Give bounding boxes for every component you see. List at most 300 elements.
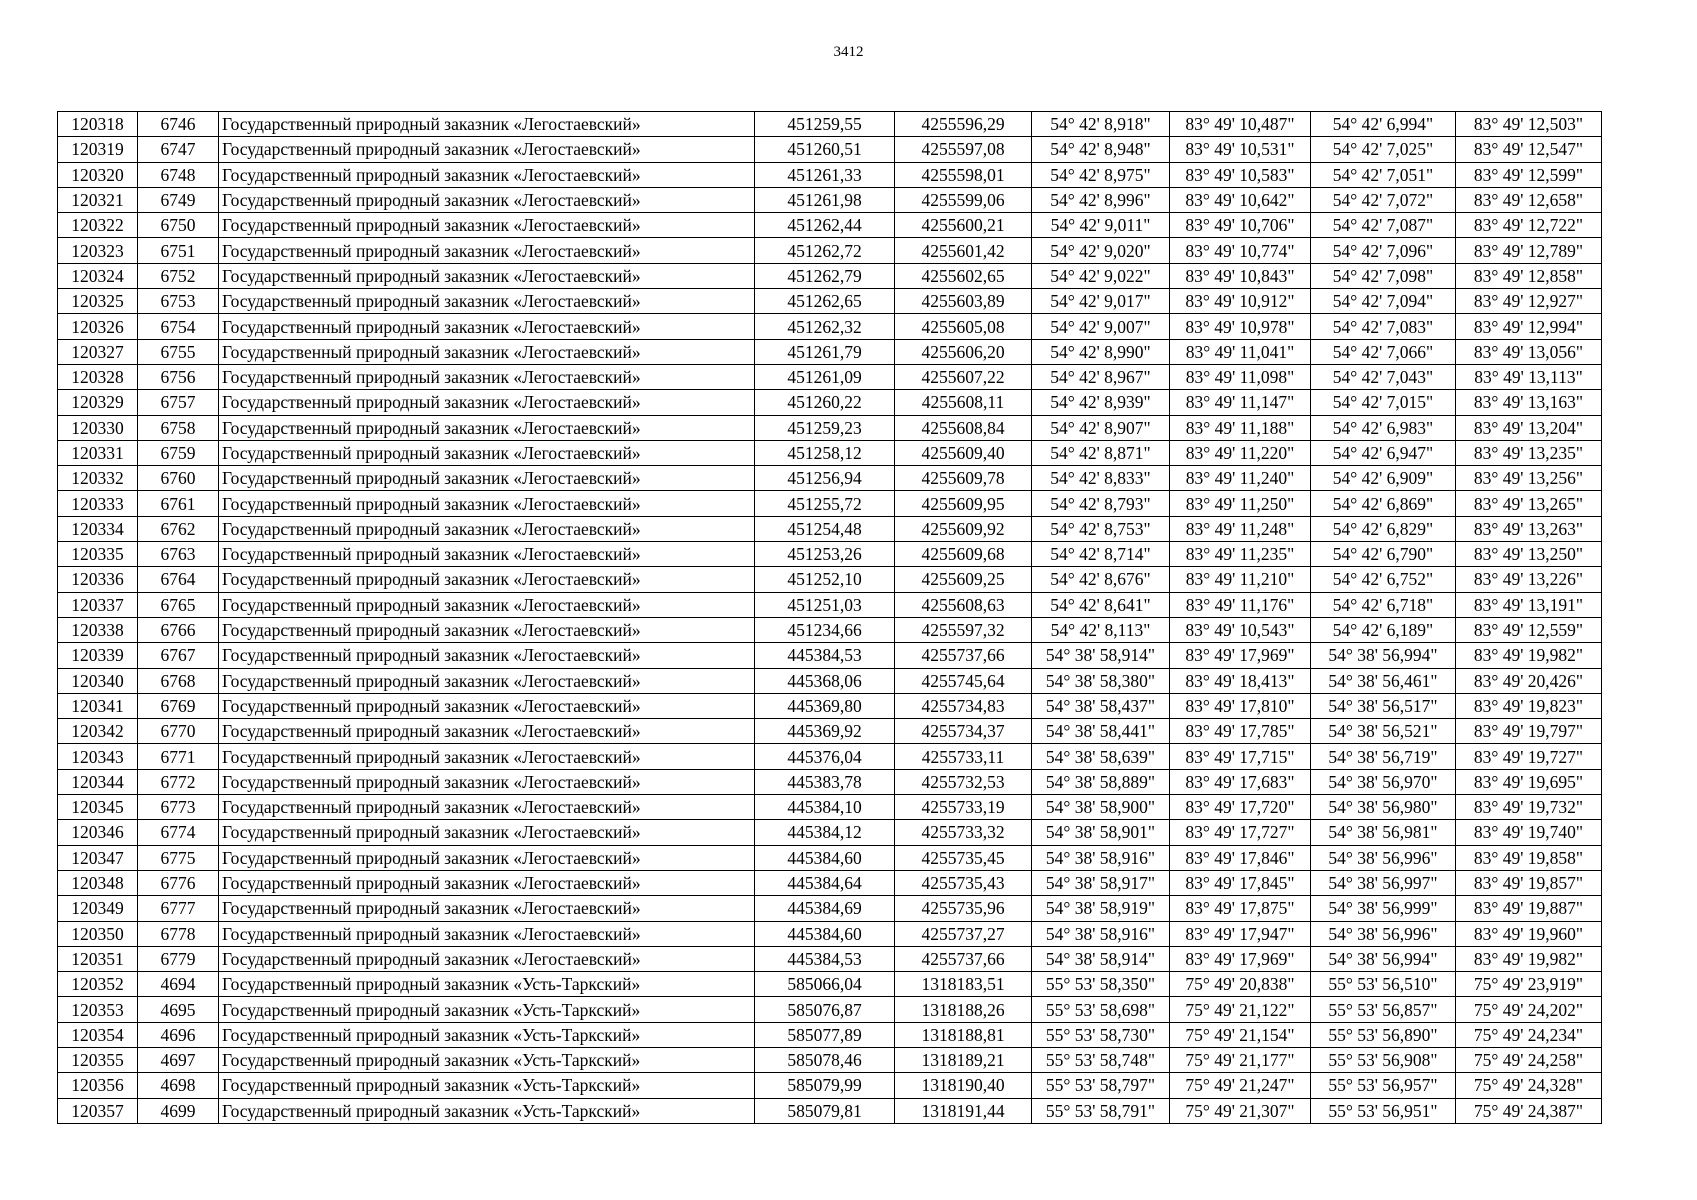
y-coordinate-cell: 4255605,08 <box>895 314 1032 339</box>
longitude-cell: 83° 49' 11,210" <box>1170 567 1311 592</box>
latitude-2-cell: 54° 42' 6,790" <box>1311 542 1456 567</box>
table-row <box>58 137 1602 162</box>
reserve-name-cell: Государственный природный заказник «Легостаевский» <box>219 314 755 339</box>
x-coordinate-cell: 445384,53 <box>755 643 895 668</box>
reserve-name-cell: Государственный природный заказник «Легостаевский» <box>219 491 755 516</box>
y-coordinate-cell: 4255603,89 <box>895 289 1032 314</box>
x-coordinate-cell: 451261,98 <box>755 187 895 212</box>
table-row <box>58 921 1602 946</box>
latitude-cell: 54° 38' 58,919" <box>1032 896 1170 921</box>
x-coordinate-cell: 451262,32 <box>755 314 895 339</box>
point-number-cell: 6770 <box>138 719 219 744</box>
point-number-cell: 6761 <box>138 491 219 516</box>
x-coordinate-cell: 451252,10 <box>755 567 895 592</box>
y-coordinate-cell: 4255608,84 <box>895 415 1032 440</box>
latitude-cell: 54° 42' 8,939" <box>1032 390 1170 415</box>
longitude-cell: 83° 49' 17,727" <box>1170 820 1311 845</box>
latitude-2-cell: 54° 38' 56,980" <box>1311 795 1456 820</box>
point-number-cell: 6755 <box>138 339 219 364</box>
x-coordinate-cell: 445384,60 <box>755 845 895 870</box>
latitude-2-cell: 55° 53' 56,957" <box>1311 1073 1456 1098</box>
y-coordinate-cell: 4255737,66 <box>895 946 1032 971</box>
latitude-cell: 55° 53' 58,730" <box>1032 1022 1170 1047</box>
longitude-2-cell: 83° 49' 13,265" <box>1456 491 1602 516</box>
row-number-cell: 120323 <box>58 238 138 263</box>
latitude-2-cell: 54° 38' 56,994" <box>1311 946 1456 971</box>
longitude-2-cell: 83° 49' 19,982" <box>1456 946 1602 971</box>
row-number-cell: 120353 <box>58 997 138 1022</box>
reserve-name-cell: Государственный природный заказник «Легостаевский» <box>219 795 755 820</box>
reserve-name-cell: Государственный природный заказник «Легостаевский» <box>219 415 755 440</box>
y-coordinate-cell: 4255609,78 <box>895 466 1032 491</box>
y-coordinate-cell: 4255608,11 <box>895 390 1032 415</box>
longitude-2-cell: 83° 49' 19,857" <box>1456 870 1602 895</box>
y-coordinate-cell: 1318188,81 <box>895 1022 1032 1047</box>
x-coordinate-cell: 451254,48 <box>755 516 895 541</box>
x-coordinate-cell: 445369,80 <box>755 693 895 718</box>
reserve-name-cell: Государственный природный заказник «Усть-Таркский» <box>219 1073 755 1098</box>
longitude-2-cell: 83° 49' 12,559" <box>1456 617 1602 642</box>
latitude-cell: 54° 42' 8,907" <box>1032 415 1170 440</box>
reserve-name-cell: Государственный природный заказник «Легостаевский» <box>219 289 755 314</box>
reserve-name-cell: Государственный природный заказник «Легостаевский» <box>219 162 755 187</box>
longitude-cell: 83° 49' 11,250" <box>1170 491 1311 516</box>
x-coordinate-cell: 585066,04 <box>755 972 895 997</box>
row-number-cell: 120321 <box>58 187 138 212</box>
table-row <box>58 693 1602 718</box>
longitude-2-cell: 75° 49' 24,202" <box>1456 997 1602 1022</box>
longitude-cell: 75° 49' 21,122" <box>1170 997 1311 1022</box>
table-row <box>58 542 1602 567</box>
latitude-cell: 54° 38' 58,437" <box>1032 693 1170 718</box>
table-row <box>58 946 1602 971</box>
longitude-cell: 83° 49' 10,531" <box>1170 137 1311 162</box>
point-number-cell: 6776 <box>138 870 219 895</box>
latitude-cell: 55° 53' 58,797" <box>1032 1073 1170 1098</box>
latitude-cell: 54° 42' 9,017" <box>1032 289 1170 314</box>
table-row <box>58 769 1602 794</box>
longitude-cell: 83° 49' 10,978" <box>1170 314 1311 339</box>
longitude-2-cell: 83° 49' 12,789" <box>1456 238 1602 263</box>
point-number-cell: 6759 <box>138 440 219 465</box>
longitude-cell: 83° 49' 11,188" <box>1170 415 1311 440</box>
row-number-cell: 120348 <box>58 870 138 895</box>
longitude-cell: 83° 49' 17,785" <box>1170 719 1311 744</box>
table-row <box>58 238 1602 263</box>
latitude-cell: 54° 38' 58,900" <box>1032 795 1170 820</box>
y-coordinate-cell: 4255733,11 <box>895 744 1032 769</box>
table-row <box>58 592 1602 617</box>
longitude-2-cell: 83° 49' 13,263" <box>1456 516 1602 541</box>
longitude-cell: 75° 49' 20,838" <box>1170 972 1311 997</box>
longitude-2-cell: 83° 49' 19,858" <box>1456 845 1602 870</box>
point-number-cell: 6746 <box>138 112 219 137</box>
x-coordinate-cell: 451261,33 <box>755 162 895 187</box>
x-coordinate-cell: 445369,92 <box>755 719 895 744</box>
latitude-2-cell: 54° 42' 6,994" <box>1311 112 1456 137</box>
longitude-cell: 83° 49' 17,683" <box>1170 769 1311 794</box>
y-coordinate-cell: 4255609,40 <box>895 440 1032 465</box>
table-row <box>58 516 1602 541</box>
latitude-cell: 54° 38' 58,916" <box>1032 845 1170 870</box>
reserve-name-cell: Государственный природный заказник «Легостаевский» <box>219 263 755 288</box>
point-number-cell: 6768 <box>138 668 219 693</box>
point-number-cell: 6751 <box>138 238 219 263</box>
table-row <box>58 112 1602 137</box>
longitude-2-cell: 83° 49' 19,960" <box>1456 921 1602 946</box>
row-number-cell: 120352 <box>58 972 138 997</box>
latitude-2-cell: 54° 42' 6,947" <box>1311 440 1456 465</box>
table-row <box>58 997 1602 1022</box>
row-number-cell: 120319 <box>58 137 138 162</box>
x-coordinate-cell: 451260,22 <box>755 390 895 415</box>
latitude-cell: 55° 53' 58,791" <box>1032 1098 1170 1123</box>
point-number-cell: 4698 <box>138 1073 219 1098</box>
longitude-2-cell: 83° 49' 19,740" <box>1456 820 1602 845</box>
reserve-name-cell: Государственный природный заказник «Легостаевский» <box>219 592 755 617</box>
point-number-cell: 6775 <box>138 845 219 870</box>
point-number-cell: 6773 <box>138 795 219 820</box>
row-number-cell: 120354 <box>58 1022 138 1047</box>
reserve-name-cell: Государственный природный заказник «Легостаевский» <box>219 466 755 491</box>
table-row <box>58 364 1602 389</box>
table-body <box>58 112 1602 1124</box>
reserve-name-cell: Государственный природный заказник «Легостаевский» <box>219 440 755 465</box>
longitude-cell: 83° 49' 11,220" <box>1170 440 1311 465</box>
point-number-cell: 6762 <box>138 516 219 541</box>
latitude-2-cell: 54° 38' 56,996" <box>1311 921 1456 946</box>
latitude-cell: 54° 42' 8,833" <box>1032 466 1170 491</box>
latitude-cell: 54° 38' 58,889" <box>1032 769 1170 794</box>
y-coordinate-cell: 4255607,22 <box>895 364 1032 389</box>
row-number-cell: 120342 <box>58 719 138 744</box>
latitude-2-cell: 54° 42' 7,098" <box>1311 263 1456 288</box>
latitude-cell: 54° 42' 8,967" <box>1032 364 1170 389</box>
x-coordinate-cell: 451251,03 <box>755 592 895 617</box>
y-coordinate-cell: 4255602,65 <box>895 263 1032 288</box>
x-coordinate-cell: 585078,46 <box>755 1047 895 1072</box>
x-coordinate-cell: 445384,69 <box>755 896 895 921</box>
row-number-cell: 120343 <box>58 744 138 769</box>
point-number-cell: 6747 <box>138 137 219 162</box>
reserve-name-cell: Государственный природный заказник «Легостаевский» <box>219 542 755 567</box>
longitude-cell: 75° 49' 21,247" <box>1170 1073 1311 1098</box>
longitude-2-cell: 83° 49' 13,113" <box>1456 364 1602 389</box>
table-row <box>58 263 1602 288</box>
x-coordinate-cell: 451262,72 <box>755 238 895 263</box>
longitude-cell: 83° 49' 10,706" <box>1170 213 1311 238</box>
latitude-2-cell: 55° 53' 56,510" <box>1311 972 1456 997</box>
row-number-cell: 120346 <box>58 820 138 845</box>
reserve-name-cell: Государственный природный заказник «Усть-Таркский» <box>219 1022 755 1047</box>
table-row <box>58 744 1602 769</box>
table-row <box>58 719 1602 744</box>
longitude-cell: 83° 49' 10,642" <box>1170 187 1311 212</box>
x-coordinate-cell: 445376,04 <box>755 744 895 769</box>
latitude-2-cell: 55° 53' 56,908" <box>1311 1047 1456 1072</box>
row-number-cell: 120335 <box>58 542 138 567</box>
longitude-cell: 83° 49' 17,720" <box>1170 795 1311 820</box>
latitude-2-cell: 55° 53' 56,951" <box>1311 1098 1456 1123</box>
latitude-cell: 54° 42' 8,714" <box>1032 542 1170 567</box>
x-coordinate-cell: 451256,94 <box>755 466 895 491</box>
y-coordinate-cell: 4255735,96 <box>895 896 1032 921</box>
reserve-name-cell: Государственный природный заказник «Легостаевский» <box>219 820 755 845</box>
row-number-cell: 120341 <box>58 693 138 718</box>
y-coordinate-cell: 4255596,29 <box>895 112 1032 137</box>
table-row <box>58 415 1602 440</box>
longitude-2-cell: 83° 49' 19,823" <box>1456 693 1602 718</box>
point-number-cell: 6779 <box>138 946 219 971</box>
latitude-2-cell: 54° 38' 56,970" <box>1311 769 1456 794</box>
y-coordinate-cell: 4255597,08 <box>895 137 1032 162</box>
latitude-2-cell: 54° 42' 6,869" <box>1311 491 1456 516</box>
reserve-name-cell: Государственный природный заказник «Легостаевский» <box>219 187 755 212</box>
point-number-cell: 6760 <box>138 466 219 491</box>
reserve-name-cell: Государственный природный заказник «Усть-Таркский» <box>219 972 755 997</box>
x-coordinate-cell: 445383,78 <box>755 769 895 794</box>
reserve-name-cell: Государственный природный заказник «Легостаевский» <box>219 668 755 693</box>
point-number-cell: 6748 <box>138 162 219 187</box>
point-number-cell: 4696 <box>138 1022 219 1047</box>
latitude-cell: 54° 42' 9,011" <box>1032 213 1170 238</box>
reserve-name-cell: Государственный природный заказник «Легостаевский» <box>219 946 755 971</box>
point-number-cell: 6749 <box>138 187 219 212</box>
reserve-name-cell: Государственный природный заказник «Легостаевский» <box>219 845 755 870</box>
latitude-2-cell: 54° 38' 56,981" <box>1311 820 1456 845</box>
latitude-cell: 54° 42' 8,676" <box>1032 567 1170 592</box>
latitude-cell: 55° 53' 58,698" <box>1032 997 1170 1022</box>
longitude-2-cell: 83° 49' 13,163" <box>1456 390 1602 415</box>
point-number-cell: 6756 <box>138 364 219 389</box>
latitude-2-cell: 54° 38' 56,997" <box>1311 870 1456 895</box>
x-coordinate-cell: 451255,72 <box>755 491 895 516</box>
x-coordinate-cell: 445384,64 <box>755 870 895 895</box>
point-number-cell: 6771 <box>138 744 219 769</box>
x-coordinate-cell: 585076,87 <box>755 997 895 1022</box>
longitude-2-cell: 83° 49' 19,797" <box>1456 719 1602 744</box>
reserve-name-cell: Государственный природный заказник «Легостаевский» <box>219 137 755 162</box>
row-number-cell: 120328 <box>58 364 138 389</box>
y-coordinate-cell: 4255735,43 <box>895 870 1032 895</box>
y-coordinate-cell: 4255737,27 <box>895 921 1032 946</box>
y-coordinate-cell: 4255733,19 <box>895 795 1032 820</box>
longitude-cell: 83° 49' 17,969" <box>1170 643 1311 668</box>
longitude-cell: 75° 49' 21,154" <box>1170 1022 1311 1047</box>
latitude-2-cell: 54° 38' 56,999" <box>1311 896 1456 921</box>
reserve-name-cell: Государственный природный заказник «Легостаевский» <box>219 238 755 263</box>
table-row <box>58 1098 1602 1123</box>
latitude-2-cell: 54° 42' 7,025" <box>1311 137 1456 162</box>
reserve-name-cell: Государственный природный заказник «Усть-Таркский» <box>219 997 755 1022</box>
latitude-cell: 54° 42' 8,975" <box>1032 162 1170 187</box>
row-number-cell: 120340 <box>58 668 138 693</box>
longitude-cell: 83° 49' 18,413" <box>1170 668 1311 693</box>
longitude-cell: 83° 49' 11,147" <box>1170 390 1311 415</box>
longitude-2-cell: 83° 49' 12,547" <box>1456 137 1602 162</box>
longitude-2-cell: 83° 49' 13,056" <box>1456 339 1602 364</box>
latitude-cell: 54° 42' 8,113" <box>1032 617 1170 642</box>
reserve-name-cell: Государственный природный заказник «Легостаевский» <box>219 643 755 668</box>
row-number-cell: 120349 <box>58 896 138 921</box>
latitude-cell: 54° 38' 58,441" <box>1032 719 1170 744</box>
latitude-cell: 55° 53' 58,350" <box>1032 972 1170 997</box>
reserve-name-cell: Государственный природный заказник «Легостаевский» <box>219 516 755 541</box>
x-coordinate-cell: 451262,65 <box>755 289 895 314</box>
latitude-cell: 54° 38' 58,914" <box>1032 643 1170 668</box>
point-number-cell: 6769 <box>138 693 219 718</box>
point-number-cell: 6757 <box>138 390 219 415</box>
row-number-cell: 120329 <box>58 390 138 415</box>
reserve-name-cell: Государственный природный заказник «Легостаевский» <box>219 364 755 389</box>
x-coordinate-cell: 585079,99 <box>755 1073 895 1098</box>
y-coordinate-cell: 4255598,01 <box>895 162 1032 187</box>
latitude-cell: 54° 38' 58,639" <box>1032 744 1170 769</box>
reserve-name-cell: Государственный природный заказник «Легостаевский» <box>219 339 755 364</box>
latitude-2-cell: 54° 42' 7,083" <box>1311 314 1456 339</box>
y-coordinate-cell: 1318189,21 <box>895 1047 1032 1072</box>
longitude-2-cell: 83° 49' 19,887" <box>1456 896 1602 921</box>
point-number-cell: 6777 <box>138 896 219 921</box>
longitude-2-cell: 83° 49' 19,732" <box>1456 795 1602 820</box>
longitude-cell: 83° 49' 11,041" <box>1170 339 1311 364</box>
latitude-cell: 54° 38' 58,916" <box>1032 921 1170 946</box>
longitude-2-cell: 83° 49' 13,250" <box>1456 542 1602 567</box>
table-row <box>58 162 1602 187</box>
latitude-cell: 54° 42' 8,990" <box>1032 339 1170 364</box>
x-coordinate-cell: 445384,60 <box>755 921 895 946</box>
latitude-cell: 54° 42' 9,007" <box>1032 314 1170 339</box>
longitude-cell: 83° 49' 17,810" <box>1170 693 1311 718</box>
latitude-cell: 54° 42' 8,996" <box>1032 187 1170 212</box>
longitude-cell: 83° 49' 10,774" <box>1170 238 1311 263</box>
x-coordinate-cell: 445368,06 <box>755 668 895 693</box>
table-row <box>58 213 1602 238</box>
longitude-cell: 83° 49' 10,912" <box>1170 289 1311 314</box>
x-coordinate-cell: 451261,79 <box>755 339 895 364</box>
point-number-cell: 6763 <box>138 542 219 567</box>
coordinates-table <box>57 111 1602 1124</box>
longitude-2-cell: 83° 49' 13,235" <box>1456 440 1602 465</box>
latitude-2-cell: 55° 53' 56,857" <box>1311 997 1456 1022</box>
longitude-2-cell: 75° 49' 24,328" <box>1456 1073 1602 1098</box>
y-coordinate-cell: 4255732,53 <box>895 769 1032 794</box>
reserve-name-cell: Государственный природный заказник «Легостаевский» <box>219 617 755 642</box>
row-number-cell: 120357 <box>58 1098 138 1123</box>
longitude-2-cell: 83° 49' 13,204" <box>1456 415 1602 440</box>
longitude-cell: 83° 49' 17,845" <box>1170 870 1311 895</box>
y-coordinate-cell: 4255733,32 <box>895 820 1032 845</box>
x-coordinate-cell: 451259,55 <box>755 112 895 137</box>
longitude-2-cell: 83° 49' 13,226" <box>1456 567 1602 592</box>
longitude-2-cell: 75° 49' 23,919" <box>1456 972 1602 997</box>
latitude-2-cell: 55° 53' 56,890" <box>1311 1022 1456 1047</box>
latitude-2-cell: 54° 42' 7,051" <box>1311 162 1456 187</box>
longitude-cell: 83° 49' 17,875" <box>1170 896 1311 921</box>
row-number-cell: 120322 <box>58 213 138 238</box>
latitude-2-cell: 54° 38' 56,996" <box>1311 845 1456 870</box>
row-number-cell: 120347 <box>58 845 138 870</box>
table-row <box>58 187 1602 212</box>
latitude-cell: 54° 38' 58,917" <box>1032 870 1170 895</box>
latitude-2-cell: 54° 38' 56,994" <box>1311 643 1456 668</box>
latitude-cell: 54° 38' 58,901" <box>1032 820 1170 845</box>
row-number-cell: 120331 <box>58 440 138 465</box>
table-row <box>58 440 1602 465</box>
latitude-2-cell: 54° 42' 6,983" <box>1311 415 1456 440</box>
reserve-name-cell: Государственный природный заказник «Легостаевский» <box>219 567 755 592</box>
y-coordinate-cell: 4255737,66 <box>895 643 1032 668</box>
x-coordinate-cell: 451258,12 <box>755 440 895 465</box>
reserve-name-cell: Государственный природный заказник «Легостаевский» <box>219 390 755 415</box>
point-number-cell: 6772 <box>138 769 219 794</box>
y-coordinate-cell: 4255734,83 <box>895 693 1032 718</box>
longitude-cell: 83° 49' 11,098" <box>1170 364 1311 389</box>
y-coordinate-cell: 4255600,21 <box>895 213 1032 238</box>
latitude-2-cell: 54° 42' 6,752" <box>1311 567 1456 592</box>
latitude-2-cell: 54° 38' 56,521" <box>1311 719 1456 744</box>
table-row <box>58 491 1602 516</box>
y-coordinate-cell: 4255734,37 <box>895 719 1032 744</box>
table-row <box>58 845 1602 870</box>
longitude-cell: 83° 49' 10,843" <box>1170 263 1311 288</box>
longitude-2-cell: 83° 49' 19,695" <box>1456 769 1602 794</box>
latitude-cell: 54° 42' 8,641" <box>1032 592 1170 617</box>
table-row <box>58 1047 1602 1072</box>
x-coordinate-cell: 585079,81 <box>755 1098 895 1123</box>
y-coordinate-cell: 4255735,45 <box>895 845 1032 870</box>
longitude-2-cell: 83° 49' 12,658" <box>1456 187 1602 212</box>
reserve-name-cell: Государственный природный заказник «Легостаевский» <box>219 744 755 769</box>
table-row <box>58 617 1602 642</box>
row-number-cell: 120320 <box>58 162 138 187</box>
longitude-cell: 83° 49' 11,176" <box>1170 592 1311 617</box>
reserve-name-cell: Государственный природный заказник «Легостаевский» <box>219 693 755 718</box>
latitude-2-cell: 54° 42' 6,829" <box>1311 516 1456 541</box>
longitude-2-cell: 83° 49' 19,982" <box>1456 643 1602 668</box>
row-number-cell: 120326 <box>58 314 138 339</box>
longitude-2-cell: 75° 49' 24,234" <box>1456 1022 1602 1047</box>
y-coordinate-cell: 4255608,63 <box>895 592 1032 617</box>
row-number-cell: 120324 <box>58 263 138 288</box>
page-number: 3412 <box>833 44 864 60</box>
point-number-cell: 6778 <box>138 921 219 946</box>
point-number-cell: 4697 <box>138 1047 219 1072</box>
x-coordinate-cell: 451234,66 <box>755 617 895 642</box>
table-row <box>58 567 1602 592</box>
longitude-cell: 83° 49' 10,543" <box>1170 617 1311 642</box>
y-coordinate-cell: 4255601,42 <box>895 238 1032 263</box>
point-number-cell: 4694 <box>138 972 219 997</box>
latitude-cell: 55° 53' 58,748" <box>1032 1047 1170 1072</box>
y-coordinate-cell: 4255609,25 <box>895 567 1032 592</box>
latitude-2-cell: 54° 38' 56,719" <box>1311 744 1456 769</box>
longitude-cell: 83° 49' 11,248" <box>1170 516 1311 541</box>
longitude-2-cell: 83° 49' 13,256" <box>1456 466 1602 491</box>
row-number-cell: 120333 <box>58 491 138 516</box>
point-number-cell: 6767 <box>138 643 219 668</box>
point-number-cell: 6765 <box>138 592 219 617</box>
y-coordinate-cell: 1318191,44 <box>895 1098 1032 1123</box>
reserve-name-cell: Государственный природный заказник «Легостаевский» <box>219 213 755 238</box>
row-number-cell: 120334 <box>58 516 138 541</box>
x-coordinate-cell: 445384,12 <box>755 820 895 845</box>
point-number-cell: 6754 <box>138 314 219 339</box>
x-coordinate-cell: 451262,79 <box>755 263 895 288</box>
latitude-cell: 54° 38' 58,914" <box>1032 946 1170 971</box>
row-number-cell: 120337 <box>58 592 138 617</box>
reserve-name-cell: Государственный природный заказник «Легостаевский» <box>219 921 755 946</box>
